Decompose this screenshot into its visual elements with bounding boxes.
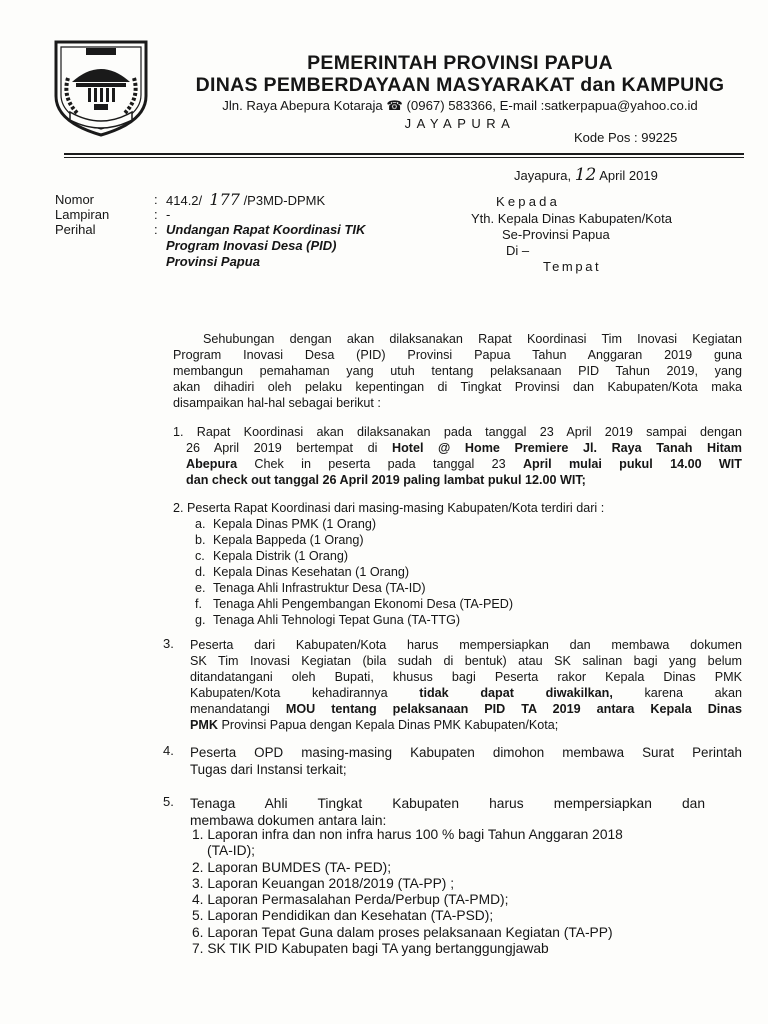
kepada-heading: Kepada — [496, 194, 561, 209]
list-item: d. Kepala Dinas Kesehatan (1 Orang) — [195, 565, 410, 579]
lampiran-label: Lampiran — [55, 207, 110, 222]
letterhead-divider-thin — [64, 157, 744, 158]
letterhead-divider-thick — [64, 153, 744, 155]
list-item: c. Kepala Distrik (1 Orang) — [195, 549, 349, 563]
list-item: e. Tenaga Ahli Infrastruktur Desa (TA-ID) — [195, 581, 426, 595]
list-item: 7. SK TIK PID Kabupaten bagi TA yang bertanggungjawab — [192, 941, 549, 957]
item-5-number: 5. — [163, 794, 174, 809]
list-item: f. Tenaga Ahli Pengembangan Ekonomi Desa (TA-PED) — [195, 597, 514, 611]
hotel-name: Hotel @ Home Premiere Jl. Raya Tanah Hitam — [391, 441, 742, 455]
addressee-tempat: Tempat — [543, 259, 602, 274]
date-city: Jayapura, — [514, 168, 572, 183]
addressee-di: Di – — [506, 243, 530, 258]
date-month-year: April 2019 — [599, 168, 658, 183]
letterhead-government: PEMERINTAH PROVINSI PAPUA — [307, 52, 613, 74]
date-day-handwritten: 12 — [574, 165, 597, 185]
list-item: g. Tenaga Ahli Tehnologi Tepat Guna (TA-TTG) — [195, 613, 461, 627]
nomor-handwritten: 177 — [209, 190, 240, 209]
item-4-number: 4. — [163, 743, 174, 758]
nomor-colon: : — [154, 192, 158, 207]
lampiran-colon: : — [154, 207, 158, 222]
perihal-colon: : — [154, 222, 158, 237]
item-5-expert-documents: Tenaga Ahli Tingkat Kabupaten harus mempersiapkan dan membawa dokumen antara lain: — [190, 796, 705, 828]
list-item: a. Kepala Dinas PMK (1 Orang) — [195, 517, 377, 531]
addressee-recipient: Yth. Kepala Dinas Kabupaten/Kota — [471, 211, 672, 226]
item-3-documents: Peserta dari Kabupaten/Kota harus mempersiapkan dan membawa dokumen SK Tim Inovasi Kegiatan (bila sudah di bentuk) atau SK salinan bagi yang belum ditandatangani oleh Bupati, khusus bagi Peserta rakor Kepala Dinas PMK Kabupaten/Kota kehadirannya tidak dapat diwakilkan, karena akan menandatangi MOU tentang pelaksanaan PID TA 2019 antara Kepala Dinas PMK Provinsi Papua dengan Kepala Dinas PMK Kabupaten/Kota; — [190, 638, 742, 732]
list-item: 3. Laporan Keuangan 2018/2019 (TA-PP) ; — [192, 875, 455, 891]
list-item: 1. Laporan infra dan non infra harus 100 % bagi Tahun Anggaran 2018 — [192, 827, 623, 842]
list-item: b. Kepala Bappeda (1 Orang) — [195, 533, 364, 547]
addressee-province: Se-Provinsi Papua — [502, 227, 610, 242]
perihal-line-2: Program Inovasi Desa (PID) — [166, 238, 337, 253]
list-item: 2. Laporan BUMDES (TA- PED); — [192, 859, 392, 875]
letterhead-city: JAYAPURA — [404, 116, 516, 131]
perihal-label: Perihal — [55, 222, 96, 237]
item-2-participants: 2. Peserta Rapat Koordinasi dari masing-masing Kabupaten/Kota terdiri dari : a. Kepala Dinas PMK (1 Orang) b. Kepala Bappeda (1 Orang) c. Kepala Distrik (1 Orang) d. Kepala Dinas Kesehatan (1 Orang) e. Tenaga Ahli Infrastruktur Desa (TA-ID) f. Tenaga Ahli Pengembangan Ekonomi Desa (TA-PED) g. Tenaga Ahli Tehnologi Tepat Guna (TA-TTG) — [173, 500, 742, 628]
list-item: 5. Laporan Pendidikan dan Kesehatan (TA-PSD); — [192, 908, 494, 924]
letter-date — [514, 165, 658, 185]
perihal-line-3: Provinsi Papua — [166, 254, 260, 269]
nomor-value: 414.2/ 177 /P3MD-DPMK — [166, 190, 326, 209]
item-1-schedule: 1. Rapat Koordinasi akan dilaksanakan pada tanggal 23 April 2019 sampai dengan 26 April 2019 bertempat di Hotel @ Home Premiere Jl. Raya Tanah Hitam Abepura Chek in peserta pada tanggal 23 April mulai pukul 14.00 WIT dan check out tanggal 26 April 2019 paling lambat pukul 12.00 WIT; — [173, 425, 742, 487]
letterhead-agency: DINAS PEMBERDAYAAN MASYARAKAT dan KAMPUNG — [195, 74, 725, 96]
postal-code: Kode Pos : 99225 — [574, 130, 678, 145]
item-3-number: 3. — [163, 636, 174, 651]
letterhead-address: Jln. Raya Abepura Kotaraja ☎ (0967) 583366, E-mail :satkerpapua@yahoo.co.id — [222, 98, 698, 113]
list-item: 6. Laporan Tepat Guna dalam proses pelaksanaan Kegiatan (TA-PP) — [192, 924, 613, 940]
intro-paragraph: Sehubungan dengan akan dilaksanakan Rapat Koordinasi Tim Inovasi Kegiatan Program Inovasi Desa (PID) Provinsi Papua Tahun Anggaran 2019 guna membangun pemahaman yang utuh tentang pelaksanaan PID Tahun 2019, yang akan dihadiri oleh pelaku kepentingan di Tingkat Provinsi dan Kabupaten/Kota maka disampaikan hal-hal sebagai berikut : — [173, 332, 742, 410]
nomor-label: Nomor — [55, 192, 95, 207]
papua-coat-of-arms-logo — [50, 38, 152, 138]
lampiran-value: - — [166, 207, 171, 222]
list-item: (TA-ID); — [207, 843, 256, 859]
checkout-line: dan check out tanggal 26 April 2019 paling lambat pukul 12.00 WIT; — [186, 473, 586, 487]
list-item: 4. Laporan Permasalahan Perda/Perbup (TA-PMD); — [192, 892, 509, 908]
item-4-assignment-letter: Peserta OPD masing-masing Kabupaten dimohon membawa Surat Perintah Tugas dari Instansi terkait; — [190, 745, 742, 777]
perihal-line-1: Undangan Rapat Koordinasi TIK — [166, 222, 366, 237]
item-5-document-list — [192, 827, 712, 957]
